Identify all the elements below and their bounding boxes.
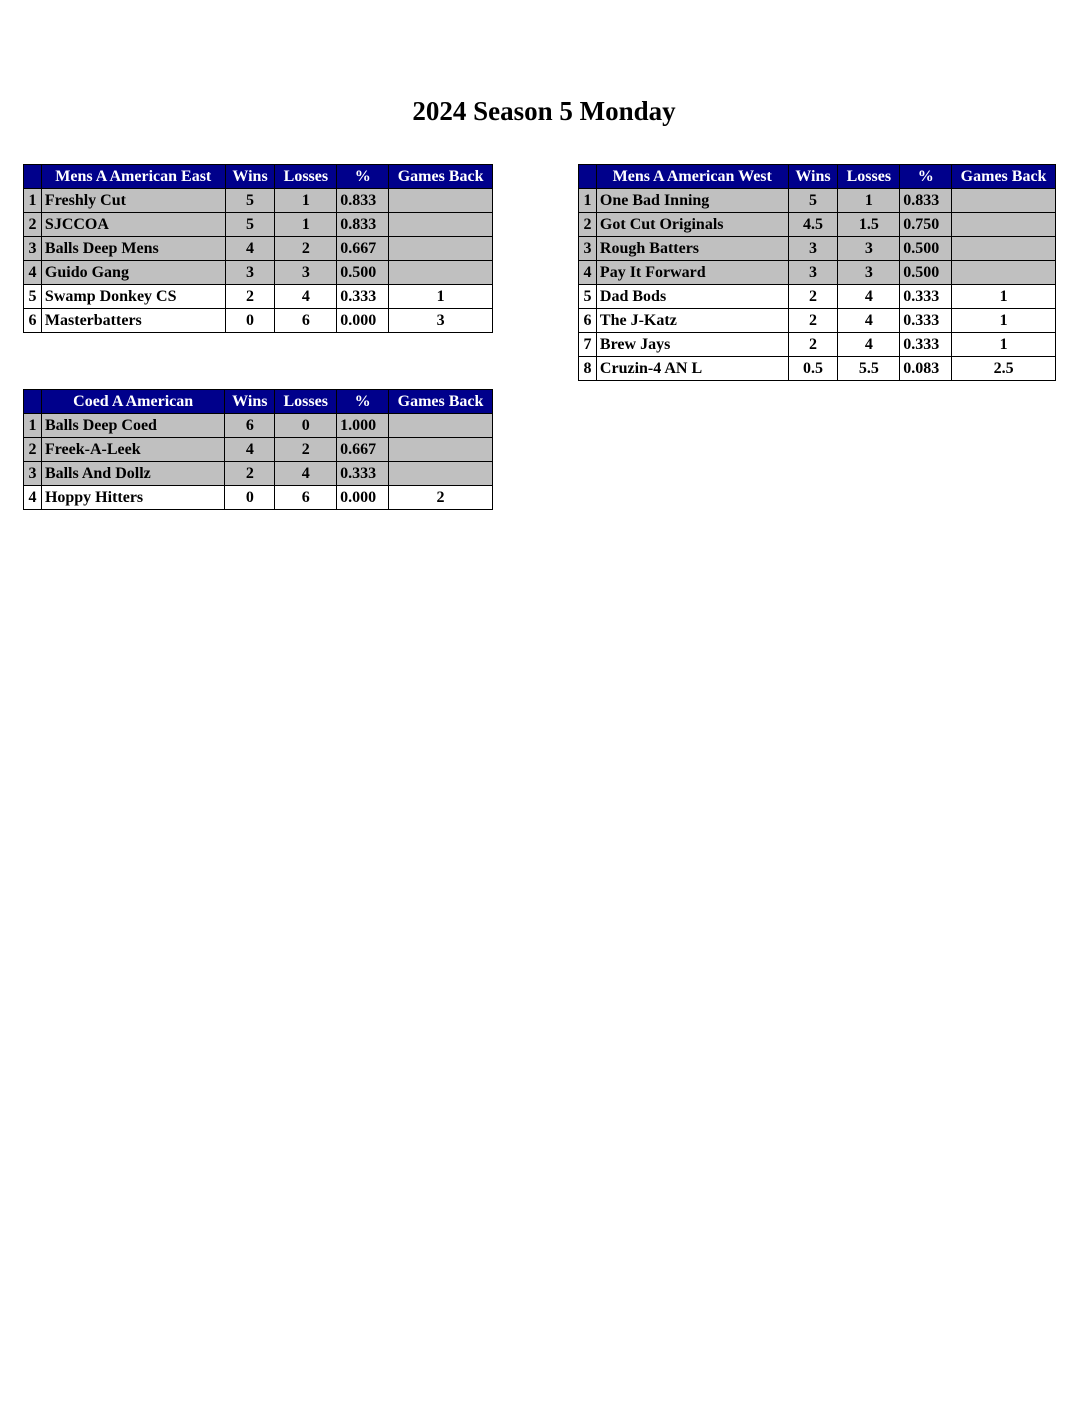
- losses-cell: 6: [275, 309, 337, 333]
- team-name-cell: Got Cut Originals: [596, 213, 788, 237]
- rank-header: [24, 165, 42, 189]
- team-name-cell: Swamp Donkey CS: [41, 285, 225, 309]
- table-row: [579, 237, 1056, 261]
- team-name-cell: SJCCOA: [41, 213, 225, 237]
- games-back-cell: [952, 189, 1056, 213]
- rank-cell: 6: [579, 309, 597, 333]
- games-back-header: Games Back: [389, 165, 493, 189]
- percent-header: %: [337, 165, 389, 189]
- losses-cell: 2: [275, 237, 337, 261]
- table-row: [24, 462, 493, 486]
- losses-cell: 5.5: [838, 357, 900, 381]
- wins-cell: 2: [225, 285, 275, 309]
- losses-cell: 3: [838, 261, 900, 285]
- wins-cell: 0.5: [788, 357, 838, 381]
- team-name-cell: Pay It Forward: [596, 261, 788, 285]
- division-name-header: Mens A American East: [41, 165, 225, 189]
- team-name-cell: Guido Gang: [41, 261, 225, 285]
- wins-cell: 2: [788, 333, 838, 357]
- games-back-cell: 2.5: [952, 357, 1056, 381]
- percent-cell: 0.500: [337, 261, 389, 285]
- wins-cell: 5: [225, 189, 275, 213]
- rank-cell: 2: [24, 438, 42, 462]
- games-back-cell: [389, 438, 493, 462]
- percent-cell: 0.083: [900, 357, 952, 381]
- rank-cell: 4: [579, 261, 597, 285]
- table-row: [579, 357, 1056, 381]
- table-row: [579, 333, 1056, 357]
- losses-cell: 4: [838, 285, 900, 309]
- games-back-cell: [389, 189, 493, 213]
- losses-header: Losses: [838, 165, 900, 189]
- percent-cell: 0.500: [900, 261, 952, 285]
- percent-header: %: [900, 165, 952, 189]
- team-name-cell: Freshly Cut: [41, 189, 225, 213]
- percent-cell: 0.333: [900, 285, 952, 309]
- table-row: [24, 237, 493, 261]
- table-row: [24, 213, 493, 237]
- rank-cell: 4: [24, 486, 42, 510]
- table-row: [24, 414, 493, 438]
- wins-cell: 4: [225, 237, 275, 261]
- rank-header: [24, 390, 42, 414]
- table-row: [24, 261, 493, 285]
- losses-cell: 1: [275, 189, 337, 213]
- losses-cell: 2: [275, 438, 337, 462]
- wins-cell: 2: [225, 462, 275, 486]
- rank-cell: 2: [579, 213, 597, 237]
- team-name-cell: Freek-A-Leek: [41, 438, 224, 462]
- team-name-cell: Rough Batters: [596, 237, 788, 261]
- games-back-cell: [389, 414, 493, 438]
- losses-cell: 4: [838, 333, 900, 357]
- games-back-cell: 1: [389, 285, 493, 309]
- division-name-header: Mens A American West: [596, 165, 788, 189]
- team-name-cell: One Bad Inning: [596, 189, 788, 213]
- division-name-header: Coed A American: [41, 390, 224, 414]
- games-back-cell: [952, 213, 1056, 237]
- games-back-cell: [952, 237, 1056, 261]
- table-row: [24, 189, 493, 213]
- losses-cell: 4: [275, 462, 337, 486]
- rank-cell: 2: [24, 213, 42, 237]
- team-name-cell: Hoppy Hitters: [41, 486, 224, 510]
- wins-cell: 0: [225, 309, 275, 333]
- table-header-row: [579, 165, 1056, 189]
- team-name-cell: Brew Jays: [596, 333, 788, 357]
- games-back-cell: 1: [952, 333, 1056, 357]
- losses-cell: 1: [275, 213, 337, 237]
- rank-cell: 5: [24, 285, 42, 309]
- percent-cell: 0.667: [337, 237, 389, 261]
- table-row: [579, 189, 1056, 213]
- team-name-cell: Balls Deep Mens: [41, 237, 225, 261]
- table-row: [24, 438, 493, 462]
- wins-cell: 2: [788, 309, 838, 333]
- losses-cell: 1.5: [838, 213, 900, 237]
- percent-cell: 0.333: [900, 309, 952, 333]
- percent-cell: 0.667: [337, 438, 389, 462]
- games-back-cell: 3: [389, 309, 493, 333]
- games-back-cell: [389, 213, 493, 237]
- percent-cell: 0.833: [337, 189, 389, 213]
- wins-header: Wins: [225, 165, 275, 189]
- standings-table-coed: [23, 389, 493, 510]
- wins-cell: 5: [788, 189, 838, 213]
- percent-cell: 0.833: [900, 189, 952, 213]
- percent-cell: 0.333: [900, 333, 952, 357]
- rank-cell: 3: [579, 237, 597, 261]
- losses-cell: 6: [275, 486, 337, 510]
- team-name-cell: Cruzin-4 AN L: [596, 357, 788, 381]
- games-back-cell: 2: [389, 486, 493, 510]
- percent-cell: 1.000: [337, 414, 389, 438]
- percent-cell: 0.500: [900, 237, 952, 261]
- losses-cell: 1: [838, 189, 900, 213]
- team-name-cell: Balls And Dollz: [41, 462, 224, 486]
- games-back-header: Games Back: [952, 165, 1056, 189]
- rank-cell: 5: [579, 285, 597, 309]
- games-back-cell: [389, 261, 493, 285]
- games-back-cell: [952, 261, 1056, 285]
- page-title: 2024 Season 5 Monday: [412, 96, 676, 126]
- games-back-cell: 1: [952, 285, 1056, 309]
- wins-cell: 4.5: [788, 213, 838, 237]
- games-back-cell: [389, 462, 493, 486]
- team-name-cell: Balls Deep Coed: [41, 414, 224, 438]
- rank-cell: 1: [24, 189, 42, 213]
- wins-header: Wins: [225, 390, 275, 414]
- percent-cell: 0.333: [337, 462, 389, 486]
- rank-cell: 1: [579, 189, 597, 213]
- wins-cell: 3: [788, 237, 838, 261]
- wins-cell: 4: [225, 438, 275, 462]
- table-row: [579, 309, 1056, 333]
- percent-cell: 0.833: [337, 213, 389, 237]
- table-header-row: [24, 165, 493, 189]
- rank-cell: 3: [24, 462, 42, 486]
- table-row: [24, 285, 493, 309]
- rank-header: [579, 165, 597, 189]
- percent-cell: 0.333: [337, 285, 389, 309]
- losses-cell: 3: [838, 237, 900, 261]
- wins-cell: 2: [788, 285, 838, 309]
- team-name-cell: Dad Bods: [596, 285, 788, 309]
- losses-header: Losses: [275, 390, 337, 414]
- games-back-cell: 1: [952, 309, 1056, 333]
- wins-header: Wins: [788, 165, 838, 189]
- percent-cell: 0.000: [337, 486, 389, 510]
- rank-cell: 1: [24, 414, 42, 438]
- losses-header: Losses: [275, 165, 337, 189]
- standings-table-mens-west: [578, 164, 1056, 381]
- standings-table-mens-east: [23, 164, 493, 333]
- rank-cell: 3: [24, 237, 42, 261]
- rank-cell: 8: [579, 357, 597, 381]
- table-row: [579, 213, 1056, 237]
- wins-cell: 6: [225, 414, 275, 438]
- wins-cell: 3: [225, 261, 275, 285]
- table-row: [24, 486, 493, 510]
- percent-cell: 0.750: [900, 213, 952, 237]
- percent-header: %: [337, 390, 389, 414]
- table-row: [579, 285, 1056, 309]
- table-row: [579, 261, 1056, 285]
- team-name-cell: Masterbatters: [41, 309, 225, 333]
- losses-cell: 4: [838, 309, 900, 333]
- wins-cell: 3: [788, 261, 838, 285]
- wins-cell: 5: [225, 213, 275, 237]
- table-row: [24, 309, 493, 333]
- losses-cell: 4: [275, 285, 337, 309]
- losses-cell: 3: [275, 261, 337, 285]
- wins-cell: 0: [225, 486, 275, 510]
- rank-cell: 4: [24, 261, 42, 285]
- rank-cell: 6: [24, 309, 42, 333]
- games-back-cell: [389, 237, 493, 261]
- percent-cell: 0.000: [337, 309, 389, 333]
- team-name-cell: The J-Katz: [596, 309, 788, 333]
- losses-cell: 0: [275, 414, 337, 438]
- games-back-header: Games Back: [389, 390, 493, 414]
- rank-cell: 7: [579, 333, 597, 357]
- table-header-row: [24, 390, 493, 414]
